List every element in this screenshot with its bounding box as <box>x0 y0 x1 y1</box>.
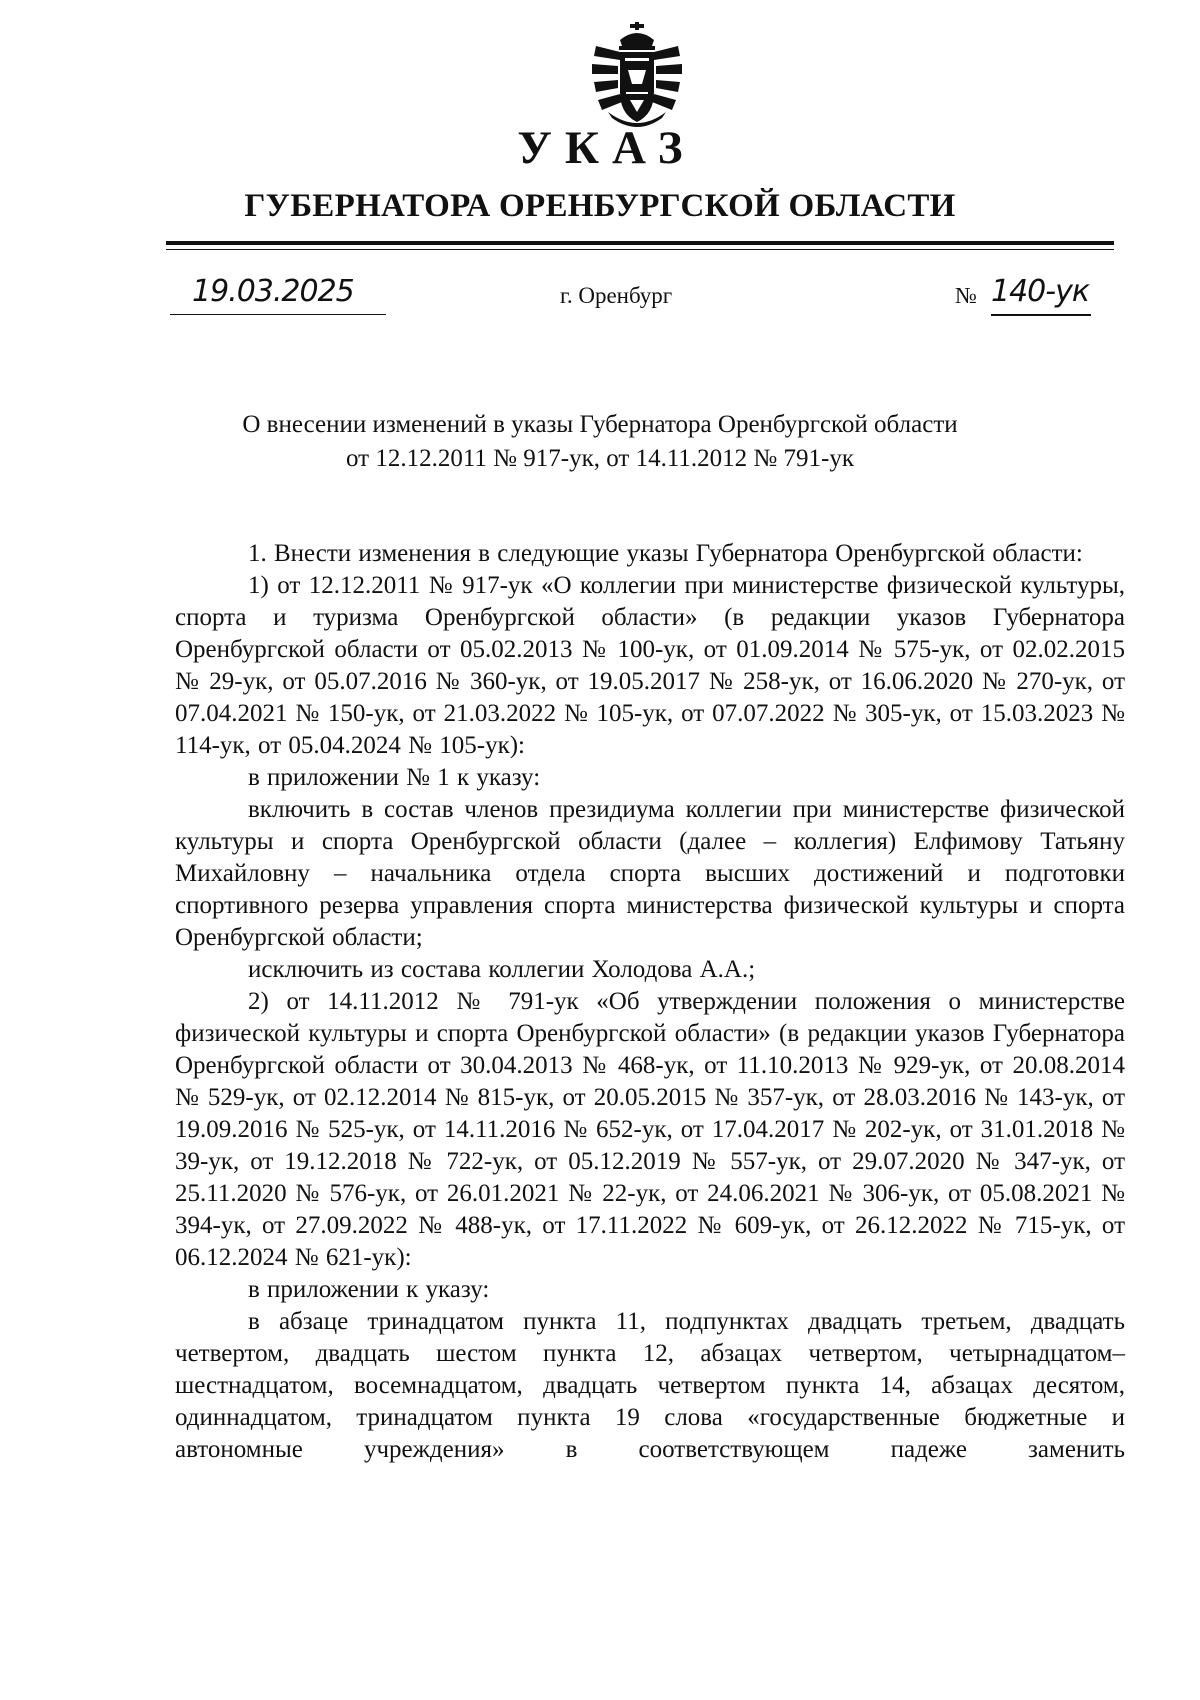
city-label: г. Оренбург <box>560 283 673 308</box>
subject-line-1: О внесении изменений в указы Губернатора Оренбургской области <box>242 411 958 438</box>
document-number-field <box>955 274 1115 322</box>
body-paragraph: в приложении № 1 к указу: <box>248 764 541 791</box>
header-divider <box>166 241 1114 245</box>
body-paragraph: включить в состав членов президиума коллегии при министерстве физической культуры и спорта Оренбургской области (далее – коллегия) Елфимову Татьяну Михайловну – начальника отдела спорта высших достижений и подготовки спортивного резерва управления спорта министерства физической культуры и спорта Оренбургской области; <box>175 796 1125 951</box>
header-divider-thin <box>166 249 1114 250</box>
body-paragraph: 1) от 12.12.2011 № 917-ук «О коллегии при министерстве физической культуры, спорта и туризма Оренбургской области» (в редакции указов Губернатора Оренбургской области от 05.02.2013 № 100-ук, от 01.09.2014 № 575-ук, от 02.02.2015 № 29-ук, от 05.07.2016 № 360-ук, от 19.05.2017 № 258-ук, от 16.06.2020 № 270-ук, от 07.04.2021 № 150-ук, от 21.03.2022 № 105-ук, от 07.07.2022 № 305-ук, от 15.03.2023 № 114-ук, от 05.04.2024 № 105-ук): <box>175 572 1125 759</box>
date-field <box>170 274 386 315</box>
body-paragraph: в приложении к указу: <box>248 1276 490 1303</box>
body-paragraph: 2) от 14.11.2012 № 791-ук «Об утверждении положения о министерстве физической культуры и спорта Оренбургской области» (в редакции указов Губернатора Оренбургской области от 30.04.2013 № 468-ук, от 11.10.2013 № 929-ук, от 20.08.2014 № 529-ук, от 02.12.2014 № 815-ук, от 20.05.2015 № 357-ук, от 28.03.2016 № 143-ук, от 19.09.2016 № 525-ук, от 14.11.2016 № 652-ук, от 17.04.2017 № 202-ук, от 31.01.2018 № 39-ук, от 19.12.2018 № 722-ук, от 05.12.2019 № 557-ук, от 29.07.2020 № 347-ук, от 25.11.2020 № 576-ук, от 26.01.2021 № 22-ук, от 24.06.2021 № 306-ук, от 05.08.2021 № 394-ук, от 27.09.2022 № 488-ук, от 17.11.2022 № 609-ук, от 26.12.2022 № 715-ук, от 06.12.2024 № 621-ук): <box>175 988 1125 1271</box>
subject-line-2: от 12.12.2011 № 917-ук, от 14.11.2012 № 791-ук <box>346 445 854 472</box>
body-paragraph: исключить из состава коллегии Холодова А.А.; <box>248 956 756 983</box>
body-paragraph: 1. Внести изменения в следующие указы Губернатора Оренбургской области: <box>248 540 1083 567</box>
handwritten-number: 140-ук <box>991 274 1089 309</box>
number-underline <box>991 314 1091 316</box>
document-title: УКАЗ <box>517 122 696 174</box>
document-issuer: ГУБЕРНАТОРА ОРЕНБУРГСКОЙ ОБЛАСТИ <box>244 188 956 224</box>
document-body <box>175 538 1125 1466</box>
handwritten-date: 19.03.2025 <box>192 274 354 309</box>
number-sign: № <box>955 283 977 308</box>
document-subject <box>0 408 1200 476</box>
coat-of-arms-icon <box>590 22 684 128</box>
body-paragraph: в абзаце тринадцатом пункта 11, подпунктах двадцать третьем, двадцать четвертом, двадцать шестом пункта 12, абзацах четвертом, четырнадцатом–шестнадцатом, восемнадцатом, двадцать четвертом пункта 14, абзацах десятом, одиннадцатом, тринадцатом пункта 19 слова «государственные бюджетные и автономные учреждения» в соответствующем падеже заменить <box>175 1308 1125 1463</box>
